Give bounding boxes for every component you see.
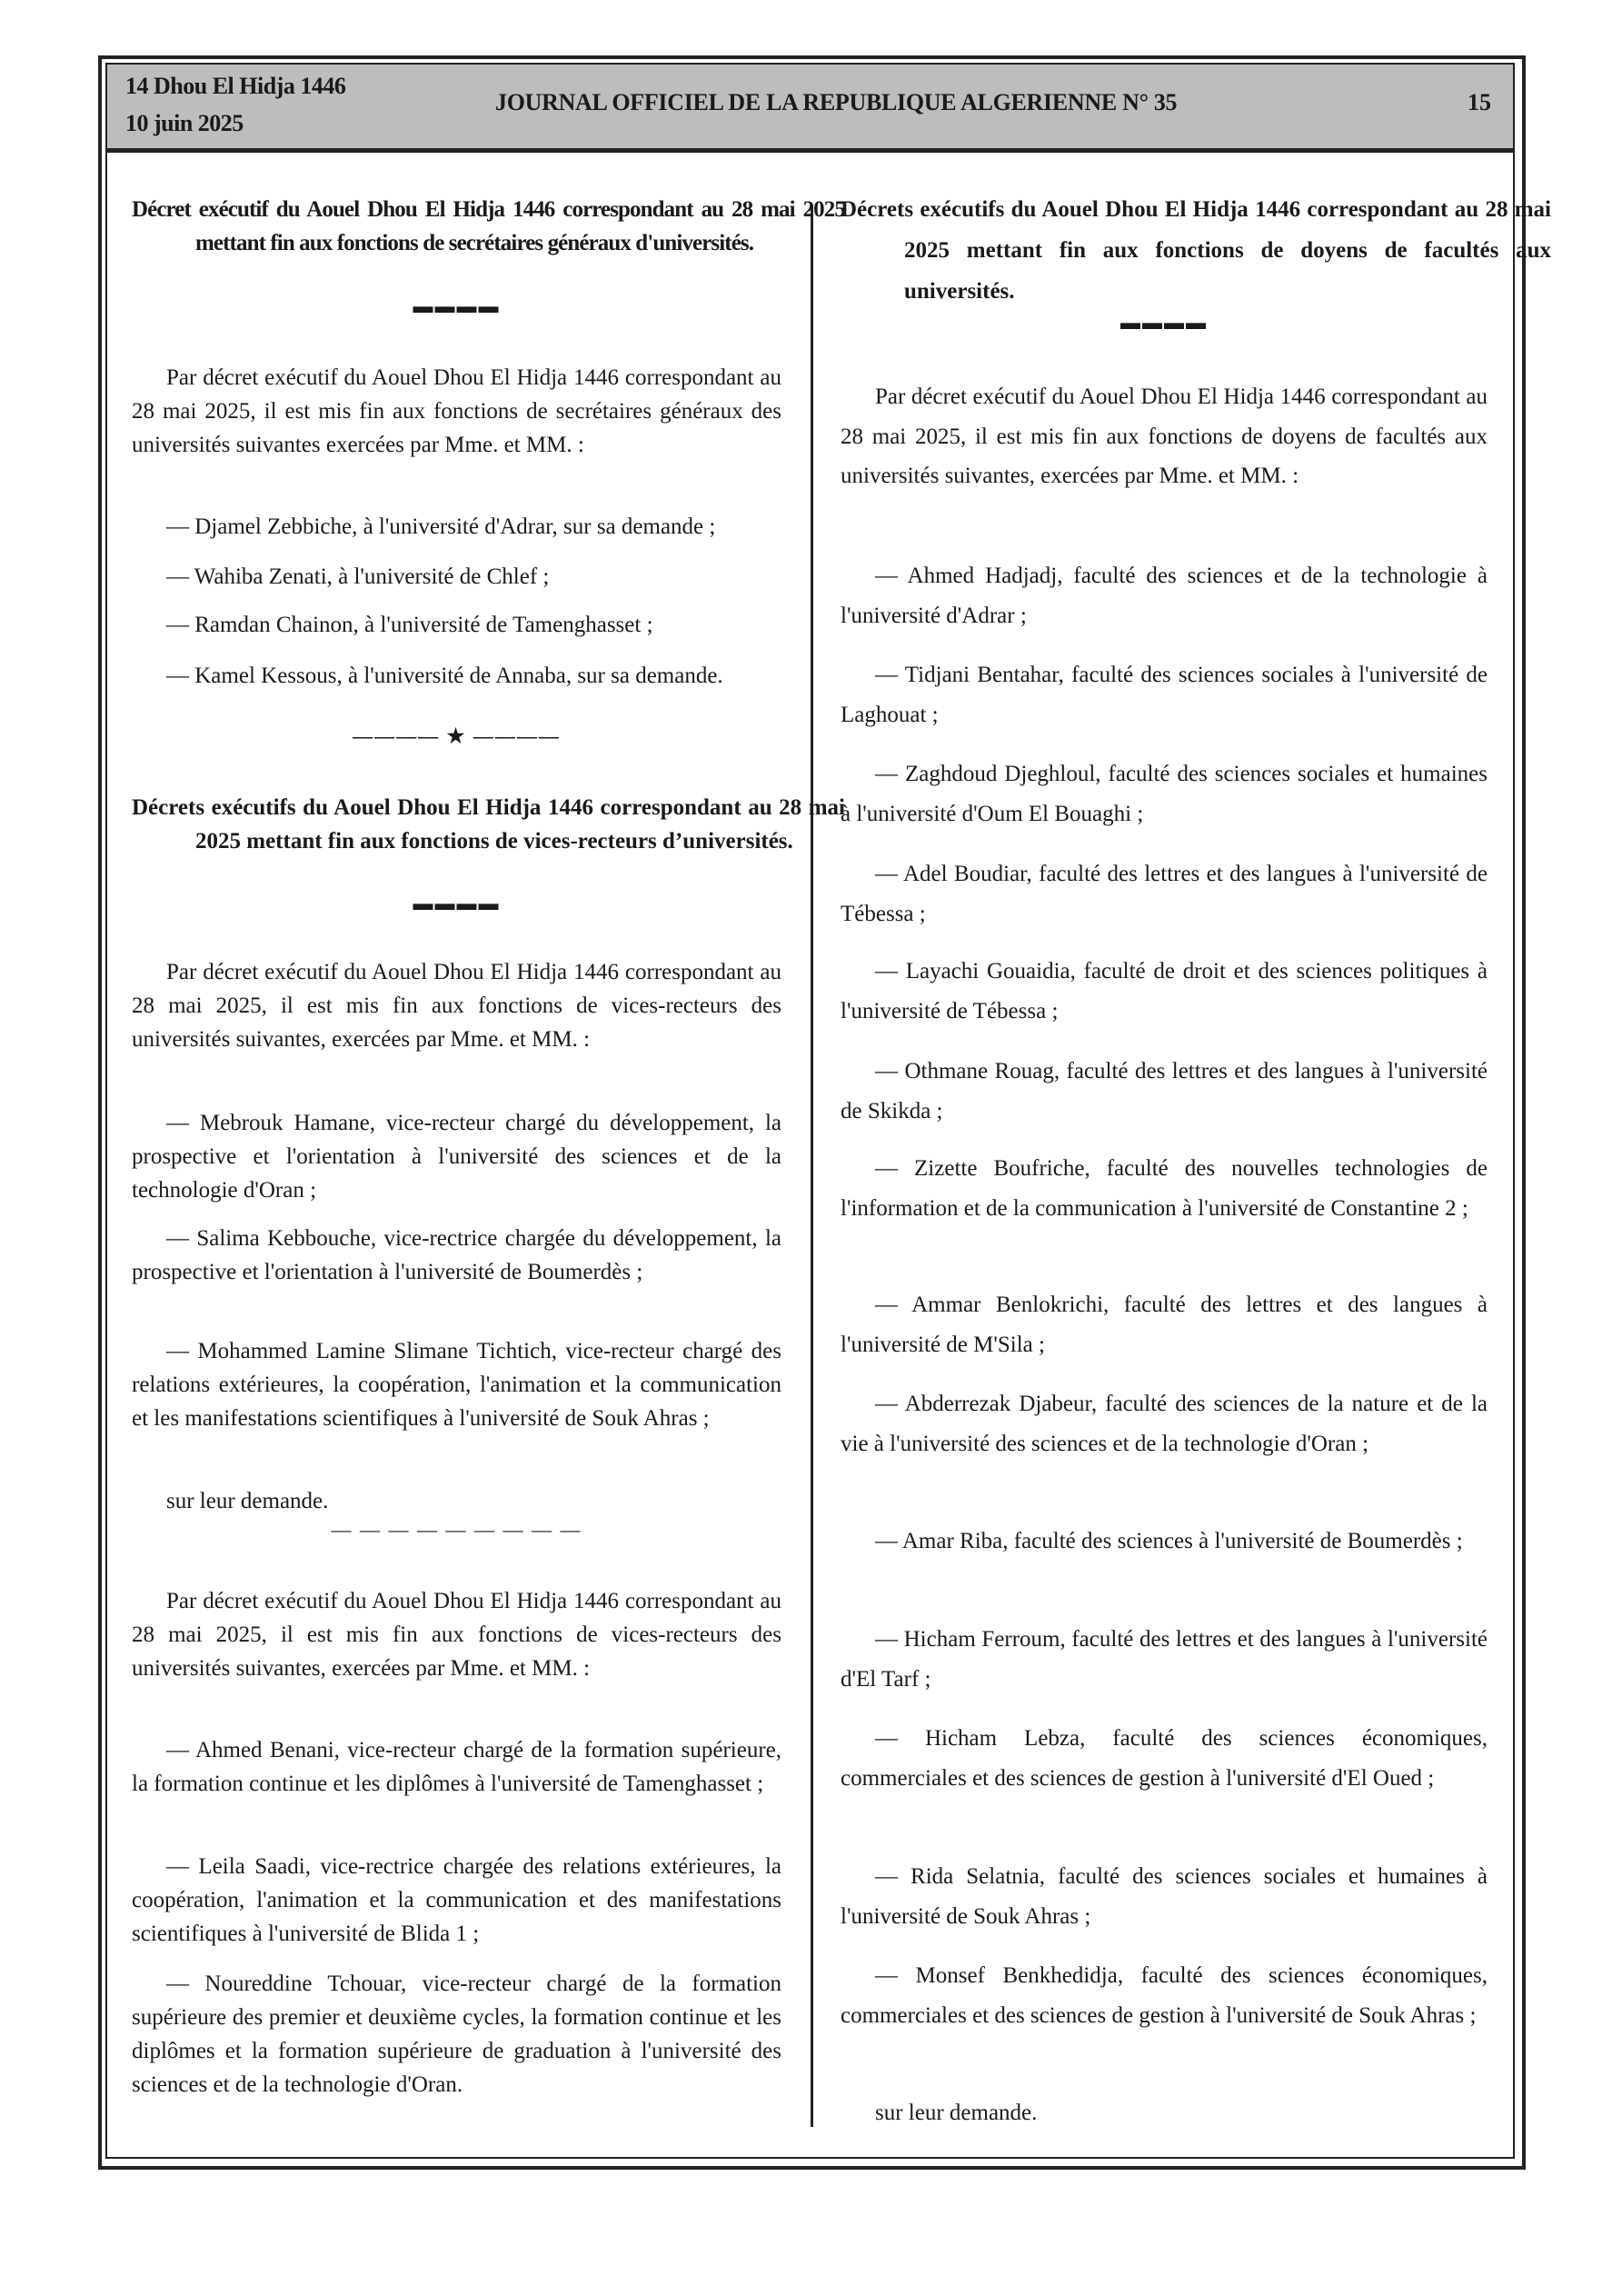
list-item: — Noureddine Tchouar, vice-recteur chargé de la formation supérieure des premier et deuxième cycles, la formation continue et les diplômes et la formation supérieure de graduation à l'université des sciences et de la technologie d'Oran. xyxy=(132,1972,781,2097)
list-item: — Ramdan Chainon, à l'université de Tamenghasset ; xyxy=(166,613,653,637)
list-item: — Kamel Kessous, à l'université de Annaba, sur sa demande. xyxy=(166,664,723,688)
separator: ▬▬▬▬ xyxy=(413,294,501,317)
list-item: — Adel Boudiar, faculté des lettres et des langues à l'université de Tébessa ; xyxy=(841,862,1488,926)
separator: ▬▬▬▬ xyxy=(1120,311,1208,334)
star-separator: ———— ★ ———— xyxy=(353,724,561,747)
header-hijri-date: 14 Dhou El Hidja 1446 xyxy=(125,73,346,99)
list-item: — Othmane Rouag, faculté des lettres et des langues à l'université de Skikda ; xyxy=(841,1059,1488,1123)
list-item: — Wahiba Zenati, à l'université de Chlef ; xyxy=(166,564,550,589)
header-date: 10 juin 2025 xyxy=(125,110,244,136)
list-item: — Hicham Lebza, faculté des sciences économiques, commerciales et des sciences de gestion à l'université d'El Oued ; xyxy=(841,1726,1488,1791)
journal-title: JOURNAL OFFICIEL DE LA REPUBLIQUE ALGERIENNE N° 35 xyxy=(495,89,1178,115)
list-item: — Ahmed Hadjadj, faculté des sciences et de la technologie à l'université d'Adrar ; xyxy=(841,564,1488,628)
list-item: — Djamel Zebbiche, à l'université d'Adrar, sur sa demande ; xyxy=(166,514,716,539)
page-number: 15 xyxy=(1468,89,1491,115)
decree-paragraph: Par décret exécutif du Aouel Dhou El Hidja 1446 correspondant au 28 mai 2025, il est mis fin aux fonctions de doyens de facultés aux universités suivantes, exercées par Mme. et MM. : xyxy=(841,384,1488,488)
decree-heading: Décrets exécutifs du Aouel Dhou El Hidja 1446 correspondant au 28 mai 2025 mettant fin aux fonctions de doyens de facultés aux universités. xyxy=(841,197,1551,304)
closing-text: sur leur demande. xyxy=(166,1489,329,1513)
decree-heading: Décrets exécutifs du Aouel Dhou El Hidja 1446 correspondant au 28 mai 2025 mettant fin aux fonctions de vices-recteurs d’universités. xyxy=(132,795,845,854)
separator: — — — — — — — — — xyxy=(331,1518,582,1541)
column-divider xyxy=(811,205,813,2127)
list-item: — Mohammed Lamine Slimane Tichtich, vice-recteur chargé des relations extérieures, la coopération, l'animation et la communication et les manifestations scientifiques à l'université de Souk Ahras ; xyxy=(132,1339,781,1431)
decree-paragraph: Par décret exécutif du Aouel Dhou El Hidja 1446 correspondant au 28 mai 2025, il est mis fin aux fonctions de vices-recteurs des universités suivantes, exercées par Mme. et MM. : xyxy=(132,1589,781,1681)
closing-text: sur leur demande. xyxy=(875,2101,1038,2125)
list-item: — Tidjani Bentahar, faculté des sciences sociales à l'université de Laghouat ; xyxy=(841,663,1488,727)
list-item: — Rida Selatnia, faculté des sciences sociales et humaines à l'université de Souk Ahras ; xyxy=(841,1864,1488,1929)
decree-paragraph: Par décret exécutif du Aouel Dhou El Hidja 1446 correspondant au 28 mai 2025, il est mis fin aux fonctions de secrétaires généraux des universités suivantes exercées par Mme. et MM. : xyxy=(132,365,781,457)
list-item: — Layachi Gouaidia, faculté de droit et des sciences politiques à l'université de Tébessa ; xyxy=(841,959,1488,1023)
list-item: — Salima Kebbouche, vice-rectrice chargée du développement, la prospective et l'orientation à l'université de Boumerdès ; xyxy=(132,1226,781,1284)
list-item: — Amar Riba, faculté des sciences à l'université de Boumerdès ; xyxy=(875,1529,1463,1553)
list-item: — Leila Saadi, vice-rectrice chargée des relations extérieures, la coopération, l'animation et la communication et des manifestations scientifiques à l'université de Blida 1 ; xyxy=(132,1854,781,1946)
list-item: — Ahmed Benani, vice-recteur chargé de la formation supérieure, la formation continue et les diplômes à l'université de Tamenghasset ; xyxy=(132,1738,781,1796)
list-item: — Hicham Ferroum, faculté des lettres et des langues à l'université d'El Tarf ; xyxy=(841,1627,1488,1692)
list-item: — Abderrezak Djabeur, faculté des sciences de la nature et de la vie à l'université des sciences et de la technologie d'Oran ; xyxy=(841,1392,1488,1456)
list-item: — Ammar Benlokrichi, faculté des lettres et des langues à l'université de M'Sila ; xyxy=(841,1293,1488,1357)
list-item: — Monsef Benkhedidja, faculté des sciences économiques, commerciales et des sciences de gestion à l'université de Souk Ahras ; xyxy=(841,1963,1488,2028)
separator: ▬▬▬▬ xyxy=(413,892,501,914)
decree-paragraph: Par décret exécutif du Aouel Dhou El Hidja 1446 correspondant au 28 mai 2025, il est mis fin aux fonctions de vices-recteurs des universités suivantes, exercées par Mme. et MM. : xyxy=(132,960,781,1052)
decree-heading: Décret exécutif du Aouel Dhou El Hidja 1446 correspondant au 28 mai 2025 mettant fin aux fonctions de secrétaires généraux d'universités. xyxy=(132,197,845,255)
list-item: — Zaghdoud Djeghloul, faculté des sciences sociales et humaines à l'université d'Oum El Bouaghi ; xyxy=(841,762,1488,826)
list-item: — Mebrouk Hamane, vice-recteur chargé du développement, la prospective et l'orientation à l'université des sciences et de la technologie d'Oran ; xyxy=(132,1111,781,1203)
list-item: — Zizette Boufriche, faculté des nouvelles technologies de l'information et de la communication à l'université de Constantine 2 ; xyxy=(841,1156,1488,1221)
